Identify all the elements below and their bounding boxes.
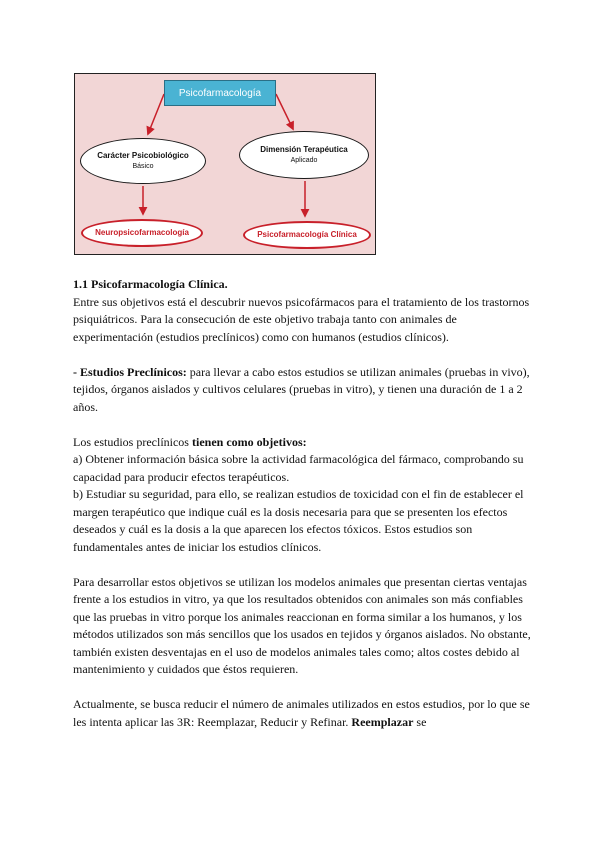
preclinicos-paragraph xyxy=(73,364,533,417)
objetivos-prefix: Los estudios preclínicos xyxy=(73,434,192,449)
oval-dimension-terapeutica xyxy=(239,131,369,179)
arrow-top-left xyxy=(148,94,164,134)
oval-bottom-left-label: Neuropsicofarmacología xyxy=(95,227,189,237)
preclinicos-label: - Estudios Preclínicos: xyxy=(73,364,187,379)
preclinicos-text: para llevar a cabo estos estudios se utilizan animales (pruebas in vivo), tejidos, órganos aislados y cultivos celulares (pruebas in vitro), y tienen una duración de 1 a 2 años. xyxy=(73,364,530,414)
arrow-top-right xyxy=(276,94,293,129)
top-box-psicofarmacologia: Psicofarmacología xyxy=(164,80,276,106)
modelos-paragraph: Para desarrollar estos objetivos se utilizan los modelos animales que presentan ciertas ventajas frente a los estudios in vitro, ya que los resultados obtenidos con animales son más confiables que las pruebas in vitro porque los animales reaccionan en forma similar a los humanos, y los métodos utilizados son más sencillos que los usados en tejidos y órganos aislados. No obstante, también existen desventajas en el uso de modelos animales tales como; altos costes debido al mantenimiento y cuidados que éstos requieren. xyxy=(73,574,531,676)
objetivos-intro xyxy=(73,434,533,452)
oval-right-title: Dimensión Terapéutica xyxy=(260,144,348,154)
oval-bottom-right-label: Psicofarmacología Clínica xyxy=(257,229,357,239)
objetivos-bold: tienen como objetivos: xyxy=(191,434,307,449)
actualmente-paragraph xyxy=(73,696,533,731)
psicofarmacologia-diagram xyxy=(74,73,376,255)
oval-caracter-psicobiologico xyxy=(80,138,206,184)
actual-tail: se xyxy=(413,714,427,729)
intro-paragraph: Entre sus objetivos está el descubrir nuevos psicofármacos para el tratamiento de los trastornos psiquiátricos. Para la consecución de este objetivo trabaja tanto con animales de experimentación (estudios preclínicos) como con humanos (estudios clínicos). xyxy=(73,294,530,344)
oval-left-sub: Básico xyxy=(132,162,154,170)
actual-text: Actualmente, se busca reducir el número de animales utilizados en estos estudios, por lo que se les intenta aplicar las 3R: Reemplazar, Reducir y Refinar. xyxy=(73,697,530,729)
actual-bold: Reemplazar xyxy=(351,714,414,729)
document-body xyxy=(73,276,533,731)
oval-neuropsicofarmacologia xyxy=(81,219,203,247)
objetivo-b: b) Estudiar su seguridad, para ello, se realizan estudios de toxicidad con el fin de establecer el margen terapéutico que indique cuál es la dosis necesaria para que se presenten los efectos deseados y cuál es la dosis a la que aparecen los efectos tóxicos. Estos estudios son fundamentales antes de iniciar los estudios clínicos. xyxy=(73,487,524,554)
oval-left-title: Carácter Psicobiológico xyxy=(97,150,189,160)
oval-right-sub: Aplicado xyxy=(290,156,318,164)
oval-psicofarmacologia-clinica xyxy=(243,221,371,249)
objetivo-a: a) Obtener información básica sobre la actividad farmacológica del fármaco, comprobando su capacidad para producir efectos terapéuticos. xyxy=(73,452,524,484)
section-heading: 1.1 Psicofarmacología Clínica. xyxy=(73,277,228,291)
